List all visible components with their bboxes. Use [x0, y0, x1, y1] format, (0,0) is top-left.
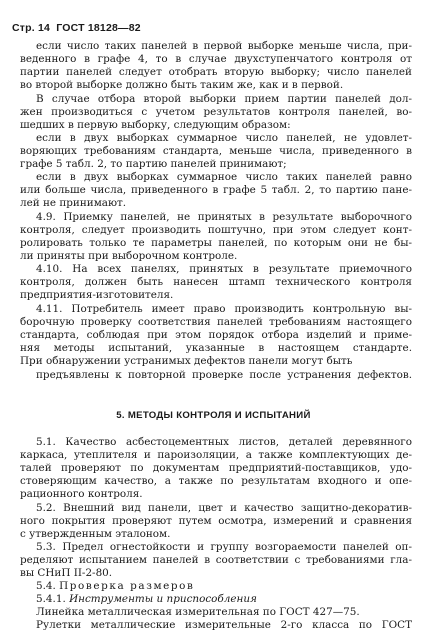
text-line: предприятия-изготовителя. — [20, 289, 174, 301]
subsection-title: Инструменты и приспособления — [69, 593, 257, 605]
text-line: графе 5 табл. 2, то партию панелей принимают; — [20, 158, 287, 170]
text-line: если в двух выборках суммарное число таких панелей равно — [36, 171, 412, 183]
text-line: веденного в графе 4, то в случае двухступенчатого контроля от — [20, 53, 412, 65]
text-line: шедших в первую выборку, следующим образом: — [20, 119, 291, 131]
text-line: борочную проверку соответствия панелей требованиям настоящего — [20, 316, 412, 328]
text-line: 4.9. Приемку панелей, не принятых в результате выборочного — [36, 211, 412, 223]
text-line: или больше числа, приведенного в графе 5 табл. 2, то партию пане- — [20, 184, 412, 196]
text-line: воряющих требованиям стандарта, меньше числа, приведенного в — [20, 145, 412, 157]
text-line: В случае отбора второй выборки прием партии панелей дол- — [36, 93, 412, 105]
text-line: талей проверяют по документам предприятий-поставщиков, удо- — [20, 462, 412, 474]
text-line: ного покрытия проверяют путем осмотра, измерений и сравнения — [20, 515, 412, 527]
text-line: партии панелей следует отобрать вторую выборку; число панелей — [20, 66, 412, 78]
standard-code: ГОСТ 18128—82 — [56, 22, 141, 34]
text-line: ролировать только те параметры панелей, по которым они не бы- — [20, 237, 412, 249]
text-line: ли приняты при выборочном контроле. — [20, 250, 238, 262]
text-line: 5.1. Качество асбестоцементных листов, деталей деревянного — [36, 436, 412, 448]
page-header — [12, 22, 144, 34]
text-line: жен производиться с учетом результатов контроля панелей, во- — [20, 106, 412, 118]
text-line: Рулетки металлические измерительные 2-го класса по ГОСТ — [36, 619, 412, 631]
text-line: лей не принимают. — [20, 197, 127, 209]
text-line: вы СНиП II-2-80. — [20, 567, 113, 579]
text-line: 4.11. Потребитель имеет право производить контрольную вы- — [36, 303, 412, 315]
text-line: рационного контроля. — [20, 488, 143, 500]
text-line: Линейка металлическая измерительная по ГОСТ 427—75. — [36, 606, 360, 618]
page-number: Стр. 14 — [12, 22, 51, 34]
text-line: предъявлены к повторной проверке после устранения дефектов. — [36, 369, 412, 381]
text-line: ределяют испытанием панелей в соответствии с требованиями гла- — [20, 554, 412, 566]
text-line: контроля, должен быть нанесен штамп технического контроля — [20, 276, 412, 288]
text-line: стоверяющим качество, а также по результатам входного и опе- — [20, 475, 412, 487]
text-line: каркаса, утеплителя и пароизоляции, а также комплектующих де- — [20, 449, 412, 461]
text-line: 5.3. Предел огнестойкости и группу возгораемости панелей оп- — [36, 541, 412, 553]
text-line: если в двух выборках суммарное число панелей, не удовлет- — [36, 132, 412, 144]
subsection-heading — [36, 593, 412, 606]
section-heading: 5. МЕТОДЫ КОНТРОЛЯ И ИСПЫТАНИЙ — [116, 410, 311, 421]
text-line: с утвержденным эталоном. — [20, 528, 171, 540]
text-line: стандарта, соблюдая при этом порядок отбора изделий и приме- — [20, 329, 412, 341]
subsection-heading — [36, 580, 412, 593]
text-line: 4.10. На всех панелях, принятых в результате приемочного — [36, 263, 412, 275]
text-line: 5.2. Внешний вид панели, цвет и качество защитно-декоратив- — [36, 502, 412, 514]
text-line: няя методы испытаний, указанные в настоящем стандарте. — [20, 342, 412, 354]
text-line: контроля, следует производить поштучно, при этом следует конт- — [20, 224, 412, 236]
text-line: При обнаружении устранимых дефектов панели могут быть — [20, 355, 353, 367]
text-line: во второй выборке должно быть таким же, как и в первой. — [20, 79, 344, 91]
subsection-number: 5.4. — [36, 580, 56, 592]
text-line: если число таких панелей в первой выборке меньше числа, при- — [36, 40, 412, 52]
subsection-title: Проверка размеров — [59, 580, 195, 592]
subsection-number: 5.4.1. — [36, 593, 66, 605]
